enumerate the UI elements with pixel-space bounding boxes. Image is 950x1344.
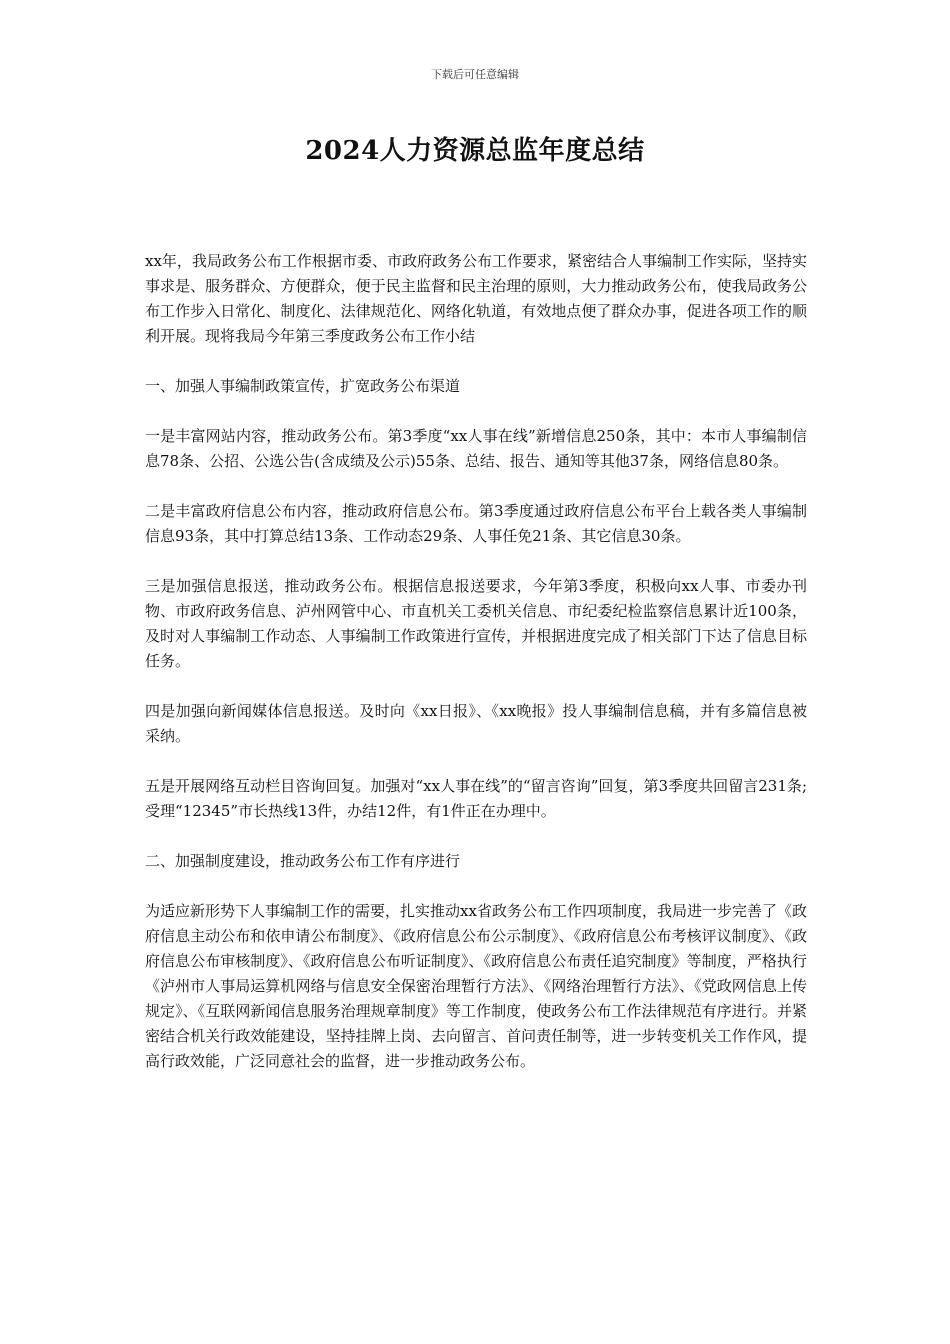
paragraph: 为适应新形势下人事编制工作的需要，扎实推动xx省政务公布工作四项制度，我局进一步完善了《政府信息主动公布和依申请公布制度》、《政府信息公布公示制度》、《政府信息公布考核评议制度》、《政府信息公布审核制度》、《政府信息公布听证制度》、《政府信息公布责任追究制度》等制度，严格执行《泸州市人事局运算机网络与信息安全保密治理暂行方法》、《网络治理暂行方法》、《党政网信息上传规定》、《互联网新闻信息服务治理规章制度》等工作制度，使政务公布工作法律规范有序进行。并紧密结合机关行政效能建设，坚持挂牌上岗、去向留言、首问责任制等，进一步转变机关工作作风，提高行政效能，广泛同意社会的监督，进一步推动政务公布。	[145, 902, 807, 1070]
paragraph: 五是开展网络互动栏目咨询回复。加强对“xx人事在线”的“留言咨询”回复，第3季度共回留言231条;受理“12345”市长热线13件，办结12件，有1件正在办理中。	[145, 777, 807, 820]
paragraph: 二是丰富政府信息公布内容，推动政府信息公布。第3季度通过政府信息公布平台上载各类人事编制信息93条，其中打算总结13条、工作动态29条、人事任免21条、其它信息30条。	[145, 502, 807, 545]
paragraph: 一是丰富网站内容，推动政务公布。第3季度“xx人事在线”新增信息250条，其中：本市人事编制信息78条、公招、公选公告(含成绩及公示)55条、总结、报告、通知等其他37条，网络信息80条。	[145, 427, 807, 470]
header-note: 下载后可任意编辑	[431, 68, 519, 81]
paragraph: xx年，我局政务公布工作根据市委、市政府政务公布工作要求，紧密结合人事编制工作实际，坚持实事求是、服务群众、方便群众，便于民主监督和民主治理的原则，大力推动政务公布，使我局政务公布工作步入日常化、制度化、法律规范化、网络化轨道，有效地点便了群众办事，促进各项工作的顺利开展。现将我局今年第三季度政务公布工作小结	[145, 252, 807, 345]
section-heading: 一、加强人事编制政策宣传，扩宽政务公布渠道	[145, 377, 461, 395]
section-heading: 二、加强制度建设，推动政务公布工作有序进行	[145, 852, 461, 870]
document-title: 2024人力资源总监年度总结	[305, 136, 645, 166]
paragraph: 三是加强信息报送，推动政务公布。根据信息报送要求，今年第3季度，积极向xx人事、市委办刊物、市政府政务信息、泸州网管中心、市直机关工委机关信息、市纪委纪检监察信息累计近100条，及时对人事编制工作动态、人事编制工作政策进行宣传，并根据进度完成了相关部门下达了信息目标任务。	[145, 577, 807, 670]
paragraph: 四是加强向新闻媒体信息报送。及时向《xx日报》、《xx晚报》投人事编制信息稿，并有多篇信息被采纳。	[145, 702, 807, 745]
document-body	[145, 249, 807, 1099]
